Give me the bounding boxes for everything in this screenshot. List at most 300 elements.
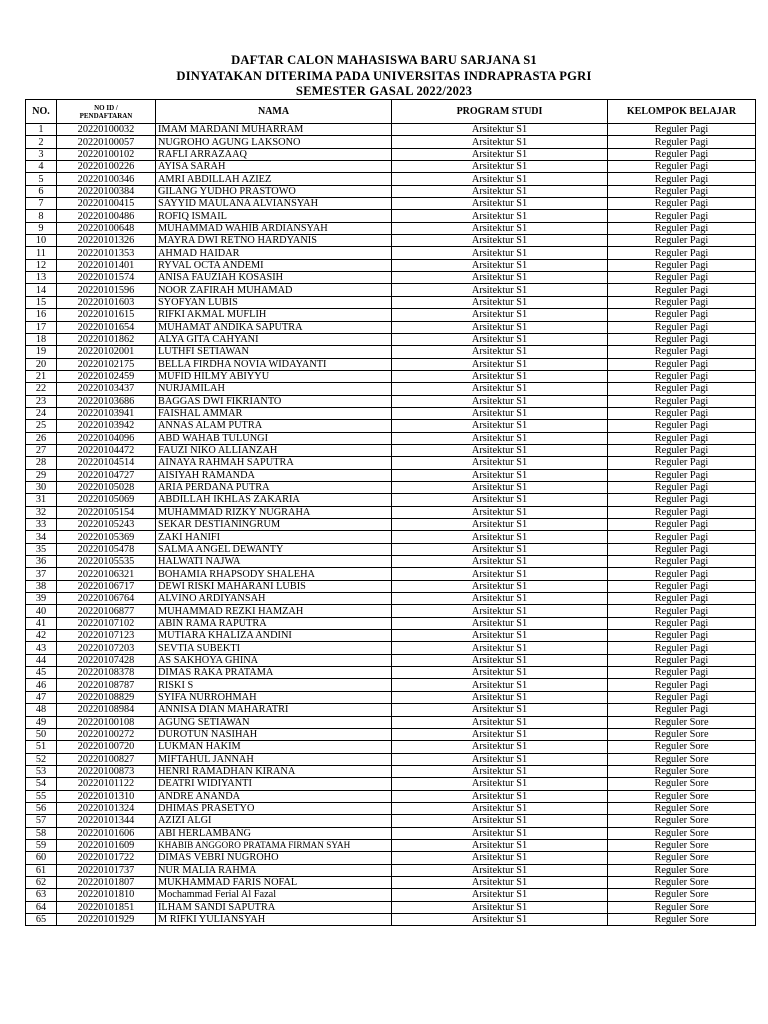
row-program: Arsitektur S1 (392, 222, 608, 234)
table-row (26, 481, 756, 493)
table-row (26, 185, 756, 197)
row-kelompok: Reguler Pagi (608, 124, 756, 136)
row-kelompok: Reguler Sore (608, 827, 756, 839)
header-kelompok: KELOMPOK BELAJAR (608, 100, 756, 124)
row-id: 20220101807 (57, 876, 156, 888)
row-id: 20220101574 (57, 272, 156, 284)
row-program: Arsitektur S1 (392, 333, 608, 345)
row-no: 30 (26, 481, 57, 493)
row-no: 13 (26, 272, 57, 284)
row-no: 60 (26, 852, 57, 864)
row-id: 20220108984 (57, 704, 156, 716)
row-nama: IMAM MARDANI MUHARRAM (156, 124, 392, 136)
row-nama: MUHAMMAD REZKI HAMZAH (156, 605, 392, 617)
row-nama: KHABIB ANGGORO PRATAMA FIRMAN SYAH (156, 839, 392, 851)
row-program: Arsitektur S1 (392, 580, 608, 592)
row-no: 5 (26, 173, 57, 185)
row-nama: AMRI ABDILLAH AZIEZ (156, 173, 392, 185)
row-id: 20220103437 (57, 383, 156, 395)
row-id: 20220101401 (57, 259, 156, 271)
row-program: Arsitektur S1 (392, 679, 608, 691)
table-row (26, 148, 756, 160)
row-kelompok: Reguler Pagi (608, 556, 756, 568)
row-nama: SYIFA NURROHMAH (156, 691, 392, 703)
row-program: Arsitektur S1 (392, 247, 608, 259)
row-nama: BOHAMIA RHAPSODY SHALEHA (156, 568, 392, 580)
row-program: Arsitektur S1 (392, 667, 608, 679)
row-no: 41 (26, 617, 57, 629)
row-program: Arsitektur S1 (392, 358, 608, 370)
row-kelompok: Reguler Sore (608, 753, 756, 765)
row-no: 45 (26, 667, 57, 679)
row-program: Arsitektur S1 (392, 876, 608, 888)
row-id: 20220101851 (57, 901, 156, 913)
table-row (26, 383, 756, 395)
row-kelompok: Reguler Pagi (608, 593, 756, 605)
table-row (26, 741, 756, 753)
row-no: 32 (26, 506, 57, 518)
row-nama: NOOR ZAFIRAH MUHAMAD (156, 284, 392, 296)
row-program: Arsitektur S1 (392, 716, 608, 728)
table-row (26, 494, 756, 506)
row-kelompok: Reguler Pagi (608, 136, 756, 148)
row-id: 20220104096 (57, 432, 156, 444)
table-row (26, 284, 756, 296)
table-row (26, 222, 756, 234)
table-row (26, 506, 756, 518)
table-row (26, 272, 756, 284)
row-id: 20220101609 (57, 839, 156, 851)
row-nama: ABDILLAH IKHLAS ZAKARIA (156, 494, 392, 506)
row-no: 56 (26, 802, 57, 814)
table-row (26, 667, 756, 679)
row-no: 14 (26, 284, 57, 296)
row-nama: AZIZI ALGI (156, 815, 392, 827)
row-program: Arsitektur S1 (392, 383, 608, 395)
row-no: 9 (26, 222, 57, 234)
table-row (26, 543, 756, 555)
row-nama: DUROTUN NASIHAH (156, 728, 392, 740)
table-row (26, 802, 756, 814)
row-program: Arsitektur S1 (392, 556, 608, 568)
row-kelompok: Reguler Pagi (608, 383, 756, 395)
row-kelompok: Reguler Pagi (608, 272, 756, 284)
row-id: 20220103942 (57, 420, 156, 432)
table-header (26, 100, 756, 124)
row-no: 23 (26, 395, 57, 407)
table-row (26, 556, 756, 568)
row-nama: HALWATI NAJWA (156, 556, 392, 568)
row-program: Arsitektur S1 (392, 346, 608, 358)
row-program: Arsitektur S1 (392, 691, 608, 703)
row-no: 8 (26, 210, 57, 222)
row-nama: FAUZI NIKO ALLIANZAH (156, 444, 392, 456)
table-body (26, 124, 756, 926)
table-row (26, 370, 756, 382)
row-nama: ALYA GITA CAHYANI (156, 333, 392, 345)
row-no: 37 (26, 568, 57, 580)
row-id: 20220101654 (57, 321, 156, 333)
row-nama: AHMAD HAIDAR (156, 247, 392, 259)
table-row (26, 333, 756, 345)
row-no: 18 (26, 333, 57, 345)
row-id: 20220108829 (57, 691, 156, 703)
table-row (26, 716, 756, 728)
table-row (26, 704, 756, 716)
row-id: 20220101603 (57, 296, 156, 308)
table-row (26, 346, 756, 358)
admission-table (25, 99, 756, 926)
table-row (26, 765, 756, 777)
row-id: 20220100346 (57, 173, 156, 185)
table-row (26, 914, 756, 926)
row-program: Arsitektur S1 (392, 839, 608, 851)
table-row (26, 617, 756, 629)
row-program: Arsitektur S1 (392, 444, 608, 456)
row-no: 34 (26, 531, 57, 543)
row-no: 39 (26, 593, 57, 605)
row-id: 20220103941 (57, 407, 156, 419)
table-row (26, 432, 756, 444)
row-program: Arsitektur S1 (392, 148, 608, 160)
row-kelompok: Reguler Pagi (608, 198, 756, 210)
row-program: Arsitektur S1 (392, 802, 608, 814)
row-id: 20220101929 (57, 914, 156, 926)
table-row (26, 531, 756, 543)
row-no: 57 (26, 815, 57, 827)
row-program: Arsitektur S1 (392, 235, 608, 247)
row-nama: LUKMAN HAKIM (156, 741, 392, 753)
row-program: Arsitektur S1 (392, 753, 608, 765)
row-id: 20220103686 (57, 395, 156, 407)
row-kelompok: Reguler Pagi (608, 457, 756, 469)
row-kelompok: Reguler Pagi (608, 259, 756, 271)
document-header (0, 53, 768, 100)
row-kelompok: Reguler Pagi (608, 235, 756, 247)
row-no: 55 (26, 790, 57, 802)
row-kelompok: Reguler Sore (608, 716, 756, 728)
row-program: Arsitektur S1 (392, 407, 608, 419)
row-id: 20220100226 (57, 161, 156, 173)
row-kelompok: Reguler Pagi (608, 432, 756, 444)
row-nama: SEKAR DESTIANINGRUM (156, 519, 392, 531)
row-id: 20220100486 (57, 210, 156, 222)
row-no: 21 (26, 370, 57, 382)
row-kelompok: Reguler Pagi (608, 420, 756, 432)
row-nama: Mochammad Ferial Al Fazal (156, 889, 392, 901)
row-id: 20220100102 (57, 148, 156, 160)
table-row (26, 593, 756, 605)
row-program: Arsitektur S1 (392, 617, 608, 629)
row-no: 64 (26, 901, 57, 913)
row-nama: ARIA PERDANA PUTRA (156, 481, 392, 493)
row-id: 20220105154 (57, 506, 156, 518)
row-program: Arsitektur S1 (392, 889, 608, 901)
row-no: 6 (26, 185, 57, 197)
table-row (26, 889, 756, 901)
row-program: Arsitektur S1 (392, 321, 608, 333)
row-id: 20220101615 (57, 309, 156, 321)
row-program: Arsitektur S1 (392, 605, 608, 617)
row-no: 43 (26, 642, 57, 654)
row-nama: ANDRE ANANDA (156, 790, 392, 802)
row-kelompok: Reguler Sore (608, 914, 756, 926)
table-row (26, 358, 756, 370)
row-nama: DEWI RISKI MAHARANI LUBIS (156, 580, 392, 592)
row-kelompok: Reguler Pagi (608, 358, 756, 370)
row-nama: NUGROHO AGUNG LAKSONO (156, 136, 392, 148)
row-no: 22 (26, 383, 57, 395)
row-program: Arsitektur S1 (392, 790, 608, 802)
header-id-line1: NO ID / (94, 103, 118, 112)
row-nama: MUHAMAT ANDIKA SAPUTRA (156, 321, 392, 333)
row-no: 10 (26, 235, 57, 247)
row-no: 62 (26, 876, 57, 888)
row-nama: FAISHAL AMMAR (156, 407, 392, 419)
row-id: 20220104514 (57, 457, 156, 469)
row-nama: ABI HERLAMBANG (156, 827, 392, 839)
row-kelompok: Reguler Pagi (608, 148, 756, 160)
row-program: Arsitektur S1 (392, 901, 608, 913)
row-nama: ANNISA DIAN MAHARATRI (156, 704, 392, 716)
row-kelompok: Reguler Pagi (608, 173, 756, 185)
row-kelompok: Reguler Pagi (608, 617, 756, 629)
header-id (57, 100, 156, 124)
row-nama: MUHAMMAD WAHIB ARDIANSYAH (156, 222, 392, 234)
row-id: 20220101353 (57, 247, 156, 259)
row-kelompok: Reguler Sore (608, 790, 756, 802)
table-row (26, 407, 756, 419)
table-row (26, 136, 756, 148)
row-program: Arsitektur S1 (392, 259, 608, 271)
table-row (26, 259, 756, 271)
table-row (26, 630, 756, 642)
row-program: Arsitektur S1 (392, 519, 608, 531)
row-kelompok: Reguler Sore (608, 778, 756, 790)
row-nama: ILHAM SANDI SAPUTRA (156, 901, 392, 913)
row-id: 20220100384 (57, 185, 156, 197)
row-program: Arsitektur S1 (392, 124, 608, 136)
row-program: Arsitektur S1 (392, 630, 608, 642)
row-nama: ANISA FAUZIAH KOSASIH (156, 272, 392, 284)
row-program: Arsitektur S1 (392, 765, 608, 777)
row-program: Arsitektur S1 (392, 815, 608, 827)
row-no: 36 (26, 556, 57, 568)
table-row (26, 580, 756, 592)
row-kelompok: Reguler Pagi (608, 370, 756, 382)
row-nama: BELLA FIRDHA NOVIA WIDAYANTI (156, 358, 392, 370)
row-nama: LUTHFI SETIAWAN (156, 346, 392, 358)
row-no: 24 (26, 407, 57, 419)
table-row (26, 753, 756, 765)
row-id: 20220106717 (57, 580, 156, 592)
row-id: 20220100648 (57, 222, 156, 234)
row-no: 63 (26, 889, 57, 901)
row-no: 51 (26, 741, 57, 753)
table-row (26, 457, 756, 469)
row-no: 59 (26, 839, 57, 851)
row-kelompok: Reguler Pagi (608, 605, 756, 617)
row-nama: DHIMAS PRASETYO (156, 802, 392, 814)
row-program: Arsitektur S1 (392, 827, 608, 839)
table-row (26, 790, 756, 802)
row-no: 7 (26, 198, 57, 210)
row-kelompok: Reguler Pagi (608, 667, 756, 679)
table-row (26, 901, 756, 913)
row-kelompok: Reguler Sore (608, 889, 756, 901)
row-no: 38 (26, 580, 57, 592)
row-nama: RISKI S (156, 679, 392, 691)
table-row (26, 839, 756, 851)
row-kelompok: Reguler Pagi (608, 395, 756, 407)
row-id: 20220105069 (57, 494, 156, 506)
row-no: 61 (26, 864, 57, 876)
row-program: Arsitektur S1 (392, 210, 608, 222)
row-program: Arsitektur S1 (392, 506, 608, 518)
row-id: 20220105478 (57, 543, 156, 555)
row-no: 11 (26, 247, 57, 259)
row-kelompok: Reguler Pagi (608, 568, 756, 580)
row-program: Arsitektur S1 (392, 914, 608, 926)
row-nama: RYVAL OCTA ANDEMI (156, 259, 392, 271)
row-id: 20220107203 (57, 642, 156, 654)
table-row (26, 395, 756, 407)
row-nama: SALMA ANGEL DEWANTY (156, 543, 392, 555)
row-id: 20220101596 (57, 284, 156, 296)
header-nama: NAMA (156, 100, 392, 124)
table-row (26, 210, 756, 222)
row-kelompok: Reguler Pagi (608, 210, 756, 222)
row-kelompok: Reguler Sore (608, 741, 756, 753)
row-program: Arsitektur S1 (392, 481, 608, 493)
table-row (26, 654, 756, 666)
row-kelompok: Reguler Pagi (608, 691, 756, 703)
row-id: 20220101606 (57, 827, 156, 839)
row-no: 53 (26, 765, 57, 777)
row-kelompok: Reguler Pagi (608, 247, 756, 259)
row-nama: MUTIARA KHALIZA ANDINI (156, 630, 392, 642)
row-kelompok: Reguler Pagi (608, 444, 756, 456)
row-no: 17 (26, 321, 57, 333)
row-program: Arsitektur S1 (392, 852, 608, 864)
row-kelompok: Reguler Sore (608, 802, 756, 814)
header-row (26, 100, 756, 124)
row-program: Arsitektur S1 (392, 161, 608, 173)
row-program: Arsitektur S1 (392, 185, 608, 197)
row-kelompok: Reguler Pagi (608, 704, 756, 716)
row-nama: MUKHAMMAD FARIS NOFAL (156, 876, 392, 888)
row-kelompok: Reguler Sore (608, 728, 756, 740)
row-id: 20220100720 (57, 741, 156, 753)
row-nama: NUR MALIA RAHMA (156, 864, 392, 876)
row-kelompok: Reguler Pagi (608, 222, 756, 234)
row-nama: M RIFKI YULIANSYAH (156, 914, 392, 926)
table-row (26, 876, 756, 888)
row-nama: AS SAKHOYA GHINA (156, 654, 392, 666)
row-program: Arsitektur S1 (392, 593, 608, 605)
row-nama: BAGGAS DWI FIKRIANTO (156, 395, 392, 407)
row-id: 20220100057 (57, 136, 156, 148)
row-nama: SAYYID MAULANA ALVIANSYAH (156, 198, 392, 210)
row-kelompok: Reguler Sore (608, 852, 756, 864)
row-nama: ROFIQ ISMAIL (156, 210, 392, 222)
row-id: 20220101862 (57, 333, 156, 345)
row-program: Arsitektur S1 (392, 309, 608, 321)
row-no: 50 (26, 728, 57, 740)
row-program: Arsitektur S1 (392, 864, 608, 876)
row-no: 29 (26, 469, 57, 481)
row-no: 48 (26, 704, 57, 716)
row-id: 20220104472 (57, 444, 156, 456)
row-no: 4 (26, 161, 57, 173)
table-row (26, 642, 756, 654)
row-nama: SEVTIA SUBEKTI (156, 642, 392, 654)
row-id: 20220101326 (57, 235, 156, 247)
row-kelompok: Reguler Pagi (608, 519, 756, 531)
row-no: 3 (26, 148, 57, 160)
row-no: 19 (26, 346, 57, 358)
table-row (26, 247, 756, 259)
row-id: 20220108378 (57, 667, 156, 679)
row-no: 27 (26, 444, 57, 456)
row-no: 46 (26, 679, 57, 691)
row-kelompok: Reguler Sore (608, 876, 756, 888)
row-kelompok: Reguler Pagi (608, 309, 756, 321)
row-id: 20220101324 (57, 802, 156, 814)
row-kelompok: Reguler Sore (608, 839, 756, 851)
table-row (26, 469, 756, 481)
row-no: 15 (26, 296, 57, 308)
row-id: 20220102175 (57, 358, 156, 370)
row-program: Arsitektur S1 (392, 642, 608, 654)
title-line-3: SEMESTER GASAL 2022/2023 (295, 84, 473, 98)
row-nama: RAFLI ARRAZAAQ (156, 148, 392, 160)
row-no: 65 (26, 914, 57, 926)
row-kelompok: Reguler Pagi (608, 642, 756, 654)
row-program: Arsitektur S1 (392, 432, 608, 444)
row-no: 16 (26, 309, 57, 321)
row-program: Arsitektur S1 (392, 543, 608, 555)
row-kelompok: Reguler Pagi (608, 543, 756, 555)
header-id-line2: PENDAFTARAN (79, 111, 133, 120)
row-no: 58 (26, 827, 57, 839)
table-row (26, 778, 756, 790)
table-row (26, 827, 756, 839)
row-id: 20220101122 (57, 778, 156, 790)
table-row (26, 519, 756, 531)
row-no: 44 (26, 654, 57, 666)
table-row (26, 728, 756, 740)
row-kelompok: Reguler Pagi (608, 469, 756, 481)
row-nama: ZAKI HANIFI (156, 531, 392, 543)
row-id: 20220106321 (57, 568, 156, 580)
row-nama: SYOFYAN LUBIS (156, 296, 392, 308)
row-nama: AINAYA RAHMAH SAPUTRA (156, 457, 392, 469)
row-no: 35 (26, 543, 57, 555)
row-id: 20220100873 (57, 765, 156, 777)
row-kelompok: Reguler Pagi (608, 481, 756, 493)
row-no: 1 (26, 124, 57, 136)
table-row (26, 161, 756, 173)
table-row (26, 605, 756, 617)
row-no: 49 (26, 716, 57, 728)
row-id: 20220102459 (57, 370, 156, 382)
row-nama: HENRI RAMADHAN KIRANA (156, 765, 392, 777)
row-kelompok: Reguler Pagi (608, 296, 756, 308)
row-program: Arsitektur S1 (392, 395, 608, 407)
row-program: Arsitektur S1 (392, 728, 608, 740)
row-program: Arsitektur S1 (392, 198, 608, 210)
